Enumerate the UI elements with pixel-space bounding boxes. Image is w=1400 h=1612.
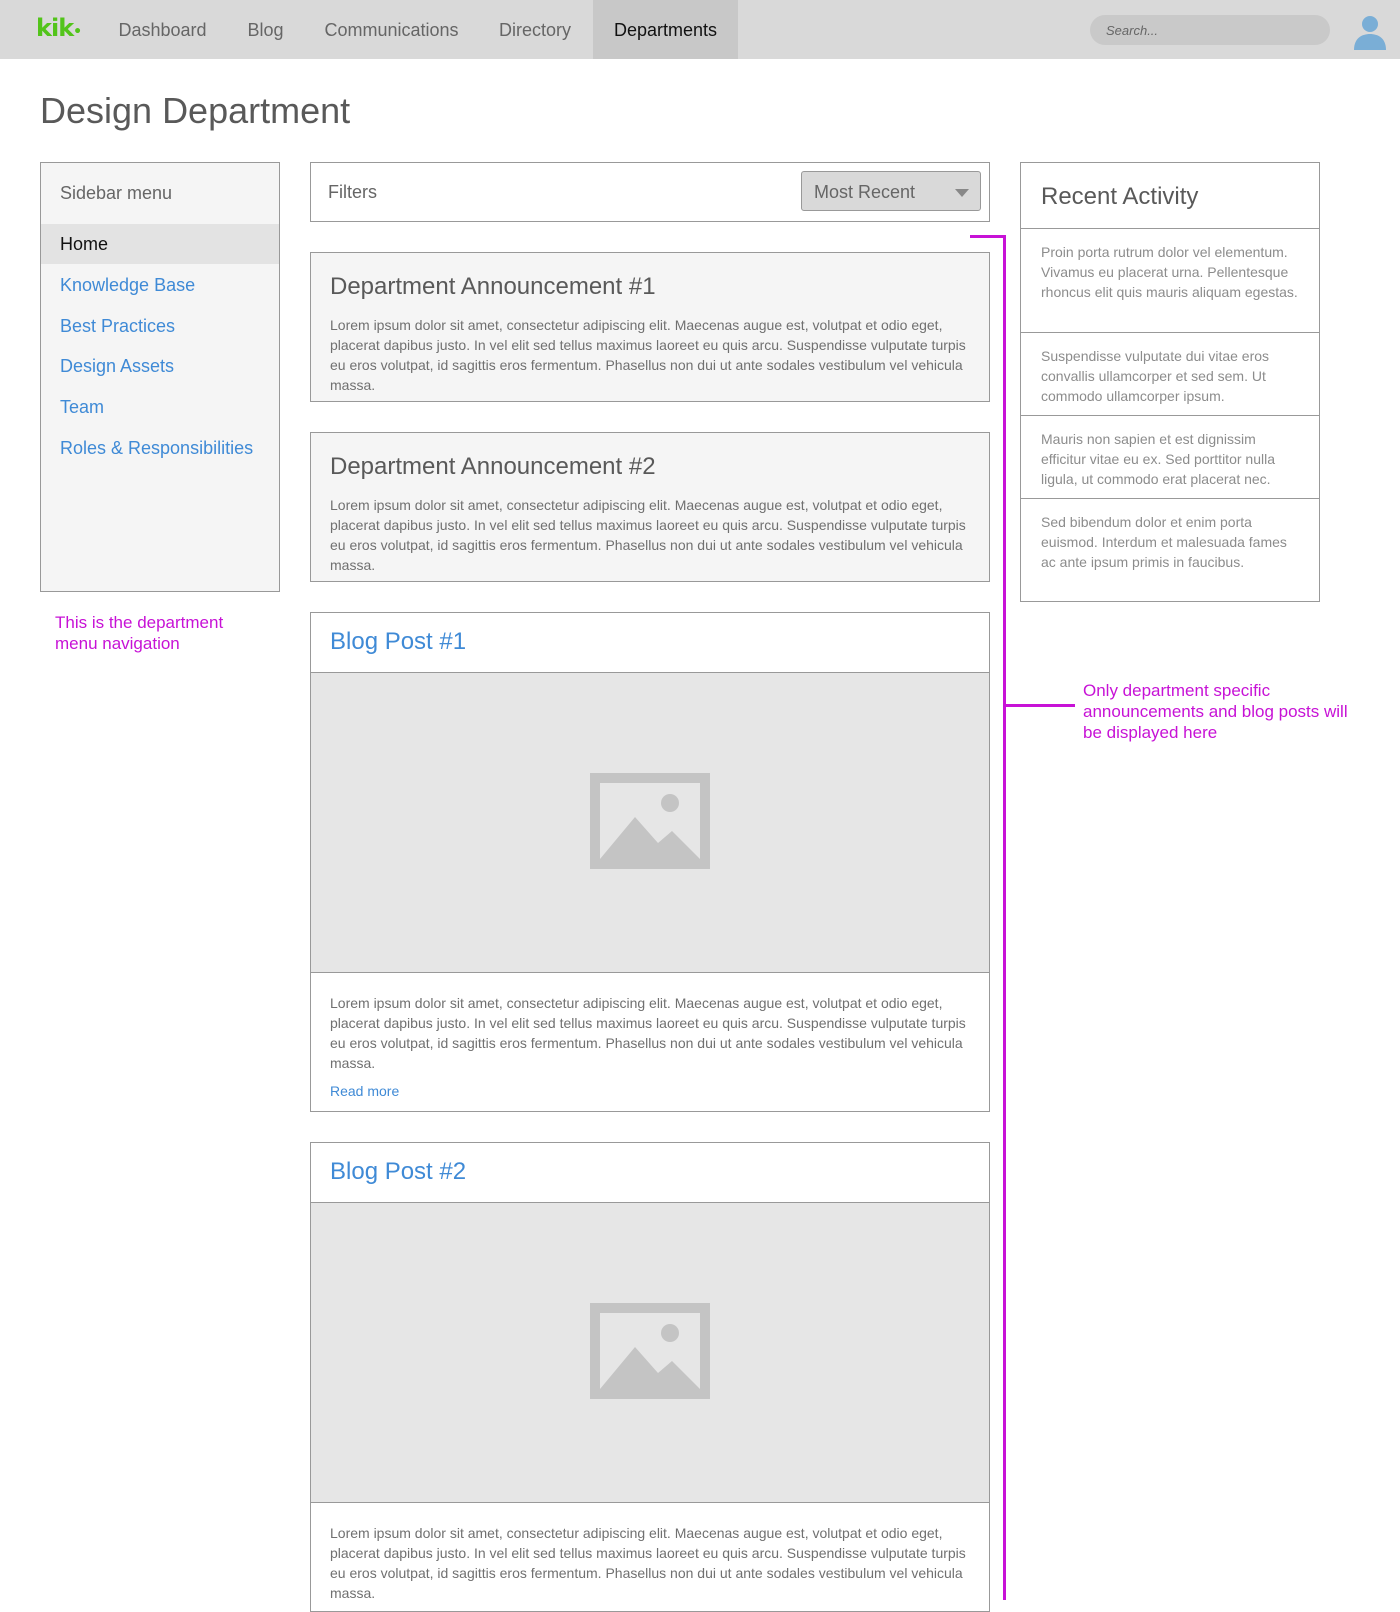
top-navigation-bar bbox=[0, 0, 1400, 59]
content-annotation: Only department specific announcements and blog posts will be displayed here bbox=[1083, 681, 1348, 742]
sort-select[interactable] bbox=[801, 171, 981, 211]
recent-activity-title: Recent Activity bbox=[1021, 163, 1319, 229]
blog-post-header bbox=[311, 1143, 989, 1203]
announcement-title: Department Announcement #1 bbox=[330, 273, 656, 300]
activity-item[interactable]: Sed bibendum dolor et enim porta euismod. Interdum et malesuada fames ac ante ipsum primis in faucibus. bbox=[1041, 514, 1287, 570]
sidebar-item-best-practices[interactable]: Best Practices bbox=[60, 316, 176, 336]
activity-item[interactable]: Suspendisse vulputate dui vitae eros convallis ullamcorper et sed sem. Ut commodo ullamcorper ipsum. bbox=[1021, 333, 1319, 416]
blog-post-header bbox=[311, 613, 989, 673]
sidebar-item-design-assets[interactable]: Design Assets bbox=[60, 356, 175, 376]
annotation-bracket-top bbox=[970, 235, 1006, 238]
sidebar-menu bbox=[40, 162, 280, 592]
search-input[interactable] bbox=[1090, 15, 1330, 45]
annotation-bracket-pointer bbox=[1003, 704, 1075, 707]
annotation-bracket-line bbox=[1003, 235, 1006, 1600]
blog-post-title[interactable]: Blog Post #1 bbox=[330, 628, 467, 655]
sidebar-item-home[interactable]: Home bbox=[41, 224, 279, 264]
sidebar-item-team[interactable]: Team bbox=[60, 397, 105, 417]
image-placeholder-icon bbox=[590, 1303, 710, 1399]
sidebar-title: Sidebar menu bbox=[60, 183, 173, 203]
blog-post-card bbox=[310, 612, 990, 1112]
announcement-title: Department Announcement #2 bbox=[330, 453, 656, 480]
nav-dashboard[interactable]: Dashboard bbox=[118, 20, 207, 40]
announcement-card[interactable] bbox=[310, 432, 990, 582]
activity-item[interactable]: Proin porta rutrum dolor vel elementum. Vivamus eu placerat urna. Pellentesque rhoncus elit quis mauris aliquam egestas. bbox=[1021, 229, 1319, 333]
sidebar-item-roles-responsibilities[interactable]: Roles & Responsibilities bbox=[60, 438, 254, 458]
nav-communications[interactable]: Communications bbox=[324, 20, 459, 40]
dropdown-caret-icon bbox=[955, 189, 969, 197]
kik-logo[interactable] bbox=[36, 14, 81, 42]
blog-post-excerpt: Lorem ipsum dolor sit amet, consectetur adipiscing elit. Maecenas augue est, volutpat et odio eget, placerat dapibus justo. In vel elit sed tellus maximus laoreet eu quis arcu. Suspendisse vulputate turpis eu eros volutpat, id sagittis eros fermentum. Phasellus non dui ut ante sodales vestibulum vel vehicula massa. bbox=[330, 1525, 966, 1601]
blog-post-image[interactable] bbox=[311, 673, 989, 973]
sort-select-value: Most Recent bbox=[814, 182, 916, 202]
blog-post-card bbox=[310, 1142, 990, 1612]
logo-text: kik bbox=[36, 14, 74, 42]
activity-item[interactable]: Mauris non sapien et est dignissim efficitur vitae eu ex. Sed porttitor nulla ligula, ut commodo erat placerat nec. bbox=[1021, 416, 1319, 499]
filters-label: Filters bbox=[328, 182, 377, 202]
sidebar-annotation: This is the department menu navigation bbox=[55, 613, 224, 653]
blog-post-title[interactable]: Blog Post #2 bbox=[330, 1158, 467, 1185]
announcement-card[interactable] bbox=[310, 252, 990, 402]
sidebar-item-knowledge-base[interactable]: Knowledge Base bbox=[60, 275, 196, 295]
nav-blog[interactable]: Blog bbox=[247, 20, 284, 40]
blog-post-excerpt: Lorem ipsum dolor sit amet, consectetur adipiscing elit. Maecenas augue est, volutpat et odio eget, placerat dapibus justo. In vel elit sed tellus maximus laoreet eu quis arcu. Suspendisse vulputate turpis eu eros volutpat, id sagittis eros fermentum. Phasellus non dui ut ante sodales vestibulum vel vehicula massa. bbox=[330, 995, 966, 1071]
nav-directory[interactable]: Directory bbox=[498, 20, 571, 40]
nav-departments[interactable]: Departments bbox=[593, 0, 738, 59]
blog-post-image[interactable] bbox=[311, 1203, 989, 1503]
image-placeholder-icon bbox=[590, 773, 710, 869]
recent-activity-panel bbox=[1020, 162, 1320, 602]
page-title: Design Department bbox=[40, 90, 351, 131]
filters-bar bbox=[310, 162, 990, 222]
user-avatar-icon[interactable] bbox=[1350, 10, 1390, 50]
announcement-body: Lorem ipsum dolor sit amet, consectetur adipiscing elit. Maecenas augue est, volutpat et odio eget, placerat dapibus justo. In vel elit sed tellus maximus laoreet eu quis arcu. Suspendisse vulputate turpis eu eros volutpat, id sagittis eros fermentum. Phasellus non dui ut ante sodales vestibulum vel vehicula massa. bbox=[330, 317, 966, 393]
announcement-body: Lorem ipsum dolor sit amet, consectetur adipiscing elit. Maecenas augue est, volutpat et odio eget, placerat dapibus justo. In vel elit sed tellus maximus laoreet eu quis arcu. Suspendisse vulputate turpis eu eros volutpat, id sagittis eros fermentum. Phasellus non dui ut ante sodales vestibulum vel vehicula massa. bbox=[330, 497, 966, 573]
read-more-link[interactable]: Read more bbox=[330, 1083, 400, 1099]
logo-dot: • bbox=[73, 24, 82, 40]
